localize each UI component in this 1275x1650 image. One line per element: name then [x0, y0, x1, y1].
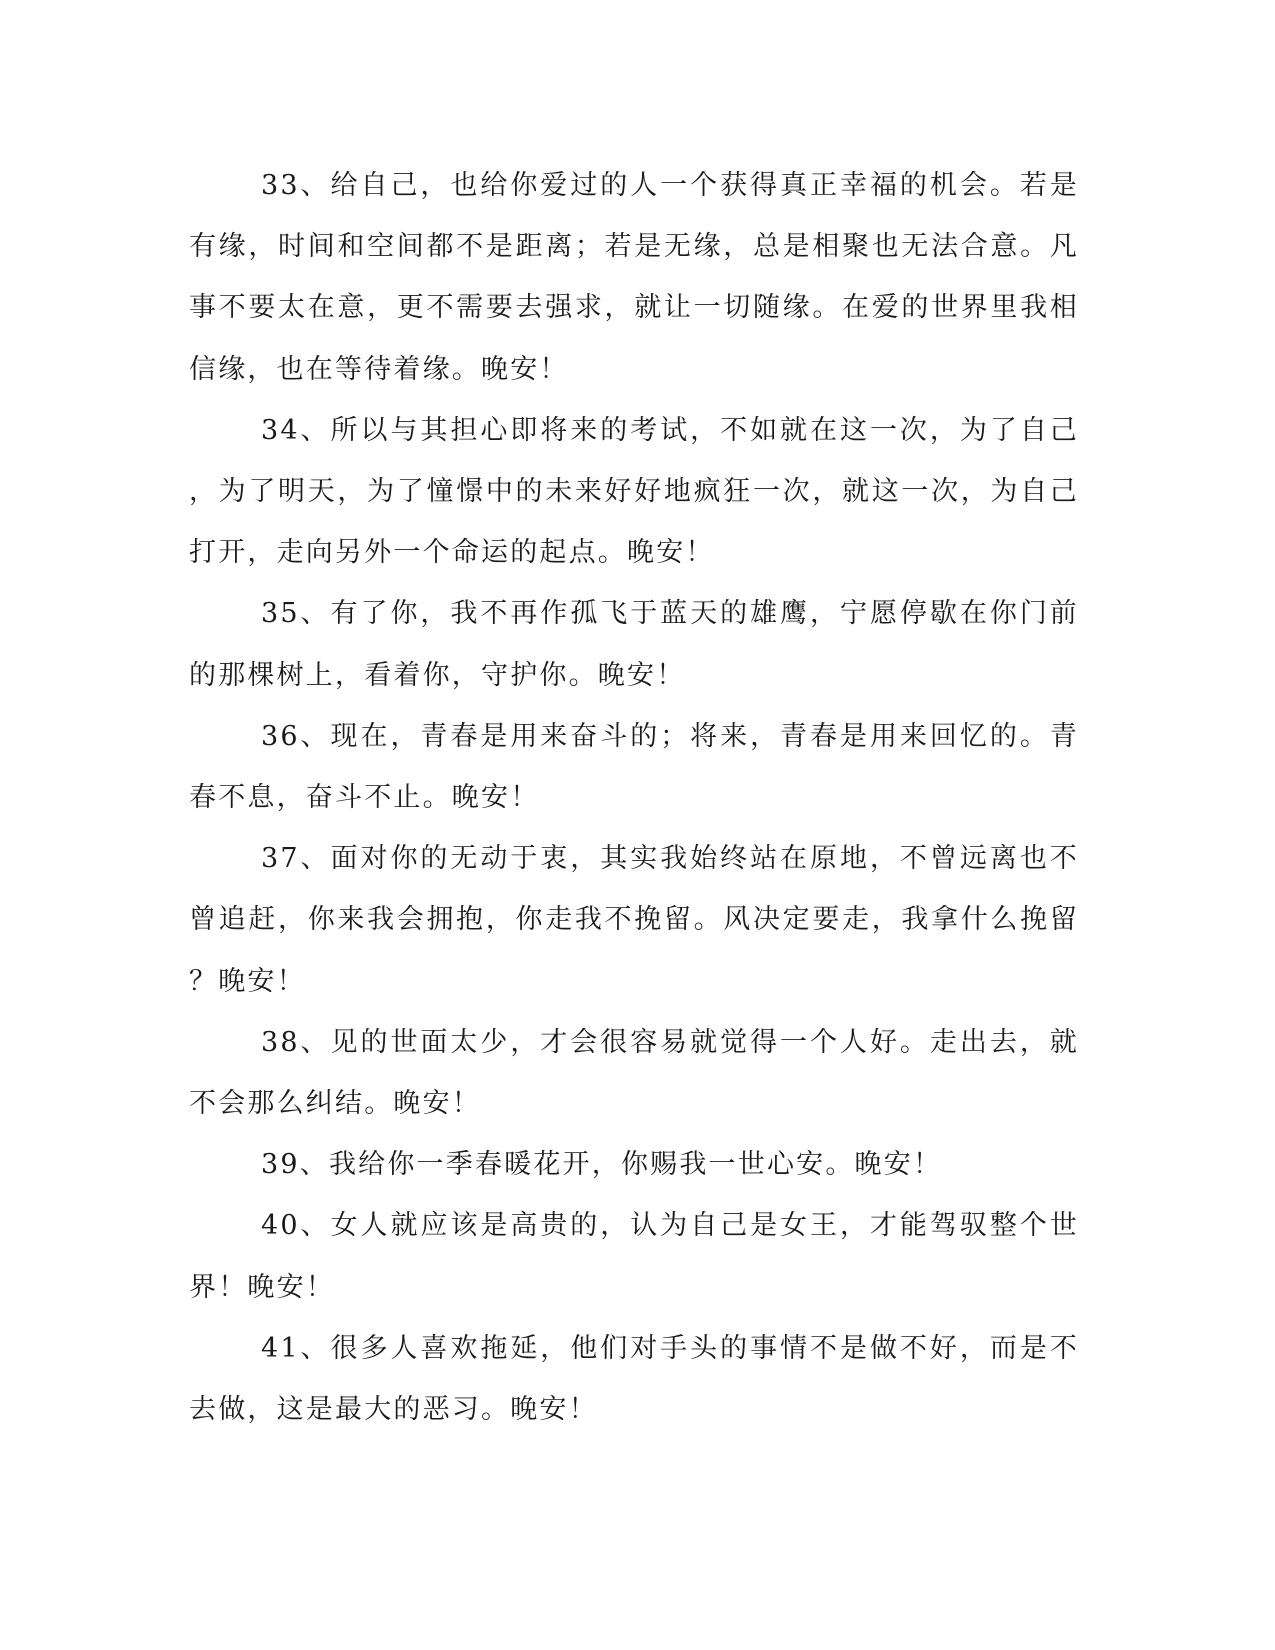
paragraph-34: 34、所以与其担心即将来的考试，不如就在这一次，为了自己，为了明天，为了憧憬中的未来好好地疯狂一次，就这一次，为自己打开，走向另外一个命运的起点。晚安！ [189, 414, 1079, 569]
paragraph-37: 37、面对你的无动于衷，其实我始终站在原地，不曾远离也不曾追赶，你来我会拥抱，你走我不挽留。风决定要走，我拿什么挽留？晚安！ [189, 843, 1079, 997]
paragraph-41: 41、很多人喜欢拖延，他们对手头的事情不是做不好，而是不去做，这是最大的恶习。晚安！ [189, 1332, 1079, 1426]
paragraph-38: 38、见的世面太少，才会很容易就觉得一个人好。走出去，就不会那么纠结。晚安！ [189, 1026, 1079, 1120]
document-body [189, 155, 1079, 1440]
paragraph-39: 39、我给你一季春暖花开，你赐我一世心安。晚安！ [261, 1149, 943, 1181]
paragraph-40: 40、女人就应该是高贵的，认为自己是女王，才能驾驭整个世界！晚安！ [189, 1210, 1079, 1303]
paragraph-36: 36、现在，青春是用来奋斗的；将来，青春是用来回忆的。青春不息，奋斗不止。晚安！ [189, 720, 1079, 814]
paragraph-33: 33、给自己，也给你爱过的人一个获得真正幸福的机会。若是有缘，时间和空间都不是距离；若是无缘，总是相聚也无法合意。凡事不要太在意，更不需要去强求，就让一切随缘。在爱的世界里我相信缘，也在等待着缘。晚安！ [189, 170, 1079, 385]
paragraph-35: 35、有了你，我不再作孤飞于蓝天的雄鹰，宁愿停歇在你门前的那棵树上，看着你，守护你。晚安！ [189, 598, 1079, 691]
